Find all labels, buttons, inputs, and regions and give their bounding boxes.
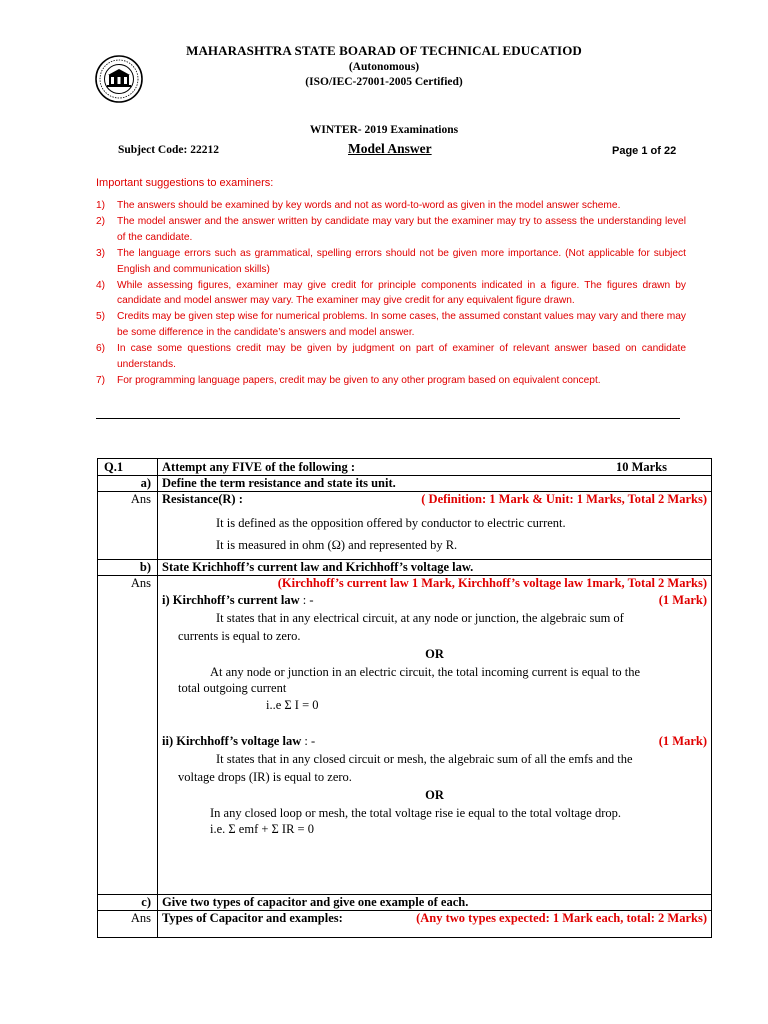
org-certification: (ISO/IEC-27001-2005 Certified) [305, 76, 463, 88]
subject-code: Subject Code: 22212 [118, 144, 219, 156]
subquestion-text: State Krichhoff’s current law and Krichhoff’s voltage law. [158, 560, 712, 576]
question-text: Attempt any FIVE of the following : 10 Marks [158, 459, 712, 476]
suggestion-item: 4) While assessing figures, examiner may give credit for principle components indicated in a figure. The figures drawn by candidate and model answer may vary. The examiner may give credit for any equivalent figure drawn. [96, 279, 686, 307]
subquestion-label: a) [98, 476, 158, 492]
table-row [98, 492, 712, 560]
answer-line: It states that in any electrical circuit, at any node or junction, the algebraic sum of [216, 611, 624, 625]
subquestion-text: Give two types of capacitor and give one example of each. [158, 895, 712, 911]
ans-label: Ans [98, 576, 158, 895]
answer-table [97, 458, 712, 938]
page-number: Page 1 of 22 [612, 145, 677, 157]
ans-label: Ans [98, 492, 158, 560]
exam-title: WINTER- 2019 Examinations [309, 124, 459, 136]
suggestion-item: 2) The model answer and the answer written by candidate may vary but the examiner may try to assess the understanding level of the candidate. [96, 215, 686, 243]
org-title: MAHARASHTRA STATE BOARAD OF TECHNICAL EDUCATIOD [186, 43, 582, 58]
question-number: Q.1 [98, 459, 158, 476]
suggestion-item: 3) The language errors such as grammatical, spelling errors should not be given more importance. (Not applicable for subject English and communication skills) [96, 247, 686, 275]
subquestion-label: b) [98, 560, 158, 576]
table-row [98, 476, 712, 492]
answer-line: It states that in any closed circuit or mesh, the algebraic sum of all the emfs and the [216, 752, 633, 766]
answer-line: voltage drops (IR) is equal to zero. [178, 770, 352, 784]
answer-line: In any closed loop or mesh, the total voltage rise ie equal to the total voltage drop. [210, 806, 621, 820]
suggestion-item: 6) In case some questions credit may be given by judgment on part of examiner of relevant answer based on candidate understands. [96, 343, 686, 371]
suggestion-item: 5) Credits may be given step wise for numerical problems. In some cases, the assumed constant values may vary and there may be some difference in the candidate’s answers and model answer. [96, 311, 686, 339]
answer-line: It is measured in ohm (Ω) and represented by R. [216, 538, 458, 552]
or-divider: OR [425, 788, 444, 802]
suggestions-list [96, 198, 686, 389]
ans-label: Ans [98, 911, 158, 938]
table-row [98, 459, 712, 476]
table-row [98, 560, 712, 576]
or-divider: OR [425, 647, 444, 661]
answer-cell: Types of Capacitor and examples: (Any two types expected: 1 Mark each, total: 2 Marks) [158, 911, 712, 938]
divider [96, 418, 680, 419]
answer-line: At any node or junction in an electric circuit, the total incoming current is equal to the [210, 665, 641, 679]
subquestion-text: Define the term resistance and state its unit. [158, 476, 712, 492]
equation: i..e Σ I = 0 [266, 698, 319, 712]
table-row [98, 895, 712, 911]
org-autonomous: (Autonomous) [348, 61, 420, 73]
answer-line: total outgoing current [178, 681, 287, 695]
suggestion-item: 7) For programming language papers, credit may be given to any other program based on equivalent concept. [96, 374, 601, 386]
suggestion-item: 1) The answers should be examined by key words and not as word-to-word as given in the model answer scheme. [96, 200, 621, 211]
answer-line: It is defined as the opposition offered by conductor to electric current. [216, 516, 566, 530]
table-row [98, 911, 712, 938]
equation: i.e. Σ emf + Σ IR = 0 [210, 822, 314, 836]
answer-cell: Resistance(R) : ( Definition: 1 Mark & Unit: 1 Marks, Total 2 Marks) It is defined as the opposition offered by conductor to electric current. It is measured in ohm (Ω) and represented by R. [158, 492, 712, 560]
table-row [98, 576, 712, 895]
model-answer-heading: Model Answer [348, 141, 432, 156]
marking-scheme: (Kirchhoff’s current law 1 Mark, Kirchhoff’s voltage law 1mark, Total 2 Marks) [277, 576, 707, 590]
answer-cell: (Kirchhoff’s current law 1 Mark, Kirchhoff’s voltage law 1mark, Total 2 Marks) i) Kirchhoff’s current law : - (1 Mark) It states that in any electrical circuit, at any node or junction, the algebraic sum of currents is equal to zero. OR At any node or junction in an electric circuit, the total incoming current is equal to the total outgoing current i..e Σ I = 0 ii) Kirchhoff’s voltage law : - (1 Mark) It states that in any closed circuit or mesh, the algebraic sum of all the emfs and the voltage drops (IR) is equal to zero. OR In any closed loop or mesh, the total voltage rise ie equal to the total voltage drop. i.e. Σ emf + Σ IR = 0 [158, 576, 712, 895]
suggestions-title: Important suggestions to examiners: [96, 177, 274, 189]
answer-line: currents is equal to zero. [178, 629, 301, 643]
subquestion-label: c) [98, 895, 158, 911]
